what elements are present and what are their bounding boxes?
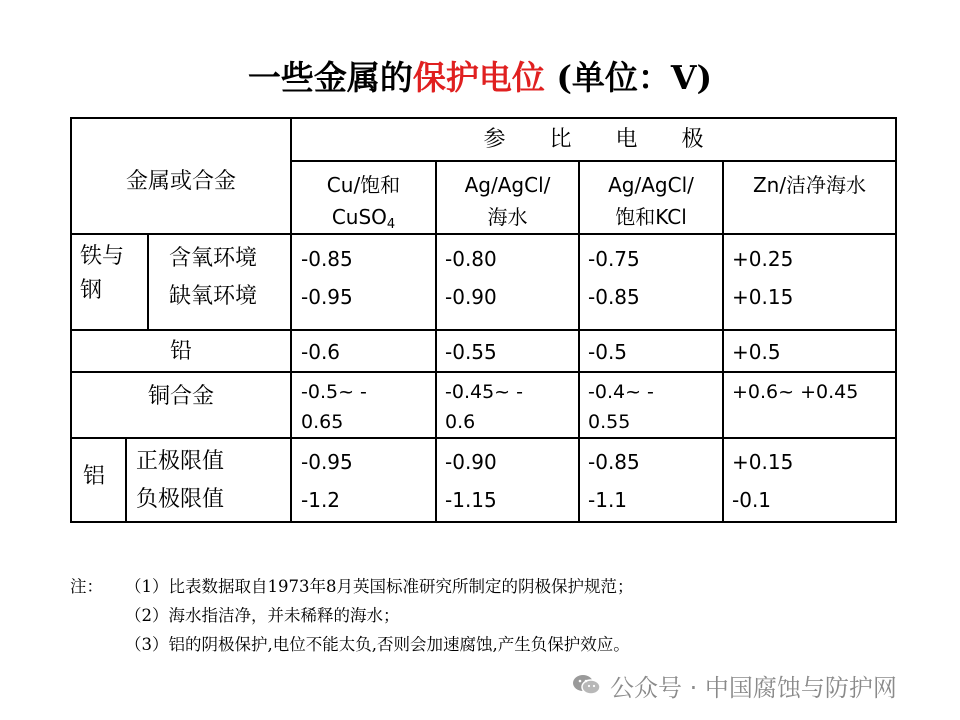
row-sublabels-limits: 正极限值 负极限值	[136, 449, 225, 512]
table-line	[290, 160, 895, 162]
cell-aluminum-cu: -0.95 -1.2	[301, 450, 353, 512]
table-line	[72, 329, 895, 331]
reference-electrode-header: 参 比 电 极	[483, 127, 704, 152]
cell-lead-ag-kcl: -0.5	[588, 340, 628, 364]
table-line	[147, 233, 149, 329]
table-line	[72, 371, 895, 373]
footnote-item: （2）海水指洁净，并未稀释的海水；	[125, 606, 400, 625]
table-line	[125, 437, 127, 521]
page-title	[0, 52, 960, 104]
row-sublabels-oxygen: 含氧环境 缺氧环境	[169, 246, 258, 309]
title-unit: (单位：V)	[544, 58, 713, 97]
row-label-iron-steel: 铁与 钢	[80, 244, 125, 303]
row-label-lead: 铅	[169, 339, 192, 364]
cell-iron-cu: -0.85 -0.95	[301, 247, 353, 309]
cell-copper-zn: +0.6~ +0.45	[732, 381, 859, 403]
title-highlight: 保护电位	[412, 58, 545, 97]
cell-iron-ag-seawater: -0.80 -0.90	[445, 247, 497, 309]
watermark-text: 公众号 · 中国腐蚀与防护网	[610, 673, 897, 702]
cell-copper-ag-seawater: -0.45~ - 0.6	[445, 381, 523, 433]
metal-header: 金属或合金	[125, 169, 236, 194]
table-line	[72, 233, 895, 235]
cell-iron-zn: +0.25 +0.15	[732, 247, 794, 309]
title-part1: 一些金属的	[247, 58, 413, 97]
footnote-item: （3）铝的阴极保护,电位不能太负,否则会加速腐蚀,产生负保护效应。	[125, 635, 630, 654]
cell-copper-cu: -0.5~ - 0.65	[301, 381, 367, 433]
cell-aluminum-zn: +0.15 -0.1	[732, 450, 794, 512]
cell-lead-zn: +0.5	[732, 340, 781, 364]
cell-aluminum-ag-kcl: -0.85 -1.1	[588, 450, 640, 512]
footnotes	[70, 572, 910, 659]
footnote-item: 注： （1）比表数据取自1973年8月英国标准研究所制定的阴极保护规范；	[70, 572, 910, 601]
cell-iron-ag-kcl: -0.75 -0.85	[588, 247, 640, 309]
potential-table: 参 比 电 极 金属或合金 Cu/饱和 CuSO$_4$ Ag/AgCl/ 海水 Ag/AgCl/ 饱和KCl Zn/洁净海水 铁与 钢 含氧环境 缺氧环境 -0.85 -0.95 -0.80 -0.90 -0.75 -0.85 +0.25 +0.15 铅 -0.6 -0.55 -0.5 +0.5 铜合金 -0.5~ - 0.65 -0.45~ - 0.6 -0.4~ - 0.55 +0.6~ +0.45 铝 正极限值 负极限值 -0.95 -1.2 -0.90 -1.15 -0.85 -1.1 +0.15 -0.1	[70, 117, 897, 523]
table-line	[722, 160, 724, 521]
cell-lead-ag-seawater: -0.55	[445, 340, 497, 364]
cell-lead-cu: -0.6	[301, 340, 341, 364]
row-label-aluminum: 铝	[83, 464, 106, 489]
cell-copper-ag-kcl: -0.4~ - 0.55	[588, 381, 654, 433]
table-line	[72, 437, 895, 439]
watermark	[572, 668, 897, 702]
row-label-copper-alloy: 铜合金	[147, 384, 214, 409]
wechat-icon	[572, 673, 602, 697]
cell-aluminum-ag-seawater: -0.90 -1.15	[445, 450, 497, 512]
footnote-prefix: 注：	[70, 577, 103, 596]
